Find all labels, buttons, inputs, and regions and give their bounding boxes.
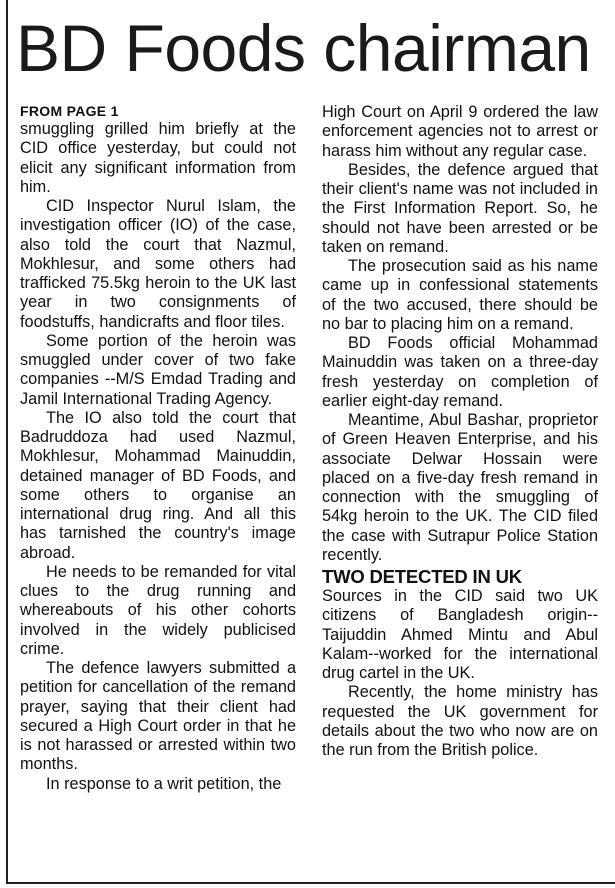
- paragraph: smuggling grilled him briefly at the CID office yesterday, but could not elicit any significant information from him.: [20, 120, 296, 196]
- paragraph: In response to a writ petition, the: [46, 774, 282, 793]
- article-column-right: [322, 103, 598, 760]
- paragraph: BD Foods official Mohammad Mainuddin was taken on a three-day fresh yesterday on completion of earlier eight-day remand.: [322, 334, 598, 410]
- paragraph: CID Inspector Nurul Islam, the investigation officer (IO) of the case, also told the court that Nazmul, Mokhlesur, and some others had trafficked 75.5kg heroin to the UK last year in two consignments of foodstuffs, handicrafts and floor tiles.: [20, 197, 296, 331]
- article-column-left: [20, 103, 296, 794]
- paragraph: Meantime, Abul Bashar, proprietor of Green Heaven Enterprise, and his associate Delwar Hossain were placed on a five-day fresh remand in connection with the smuggling of 54kg heroin to the UK. The CID filed the case with Sutrapur Police Station recently.: [322, 411, 598, 564]
- subheading: TWO DETECTED IN UK: [322, 566, 522, 587]
- paragraph: Besides, the defence argued that their client's name was not included in the First Information Report. So, he should not have been arrested or be taken on remand.: [322, 160, 598, 256]
- paragraph: The IO also told the court that Badruddoza had used Nazmul, Mokhlesur, Mohammad Mainuddin, detained manager of BD Foods, and some others to organise an international drug ring. And all this has tarnished the country's image abroad.: [20, 408, 296, 562]
- paragraph: The prosecution said as his name came up in confessional statements of the two accused, there should be no bar to placing him on a remand.: [322, 257, 598, 333]
- headline: BD Foods chairman: [16, 11, 591, 85]
- paragraph: Sources in the CID said two UK citizens of Bangladesh origin--Taijuddin Ahmed Mintu and Abul Kalam--worked for the international drug cartel in the UK.: [322, 587, 598, 682]
- paragraph: He needs to be remanded for vital clues to the drug running and whereabouts of his other cohorts involved in the widely publicised crime.: [20, 562, 296, 658]
- paragraph: Recently, the home ministry has requested the UK government for details about the two who now are on the run from the British police.: [322, 683, 598, 759]
- left-column-rule: [6, 0, 8, 882]
- bottom-rule: [6, 882, 615, 884]
- paragraph: High Court on April 9 ordered the law enforcement agencies not to arrest or harass him without any regular case.: [322, 103, 598, 160]
- paragraph: The defence lawyers submitted a petition for cancellation of the remand prayer, saying that their client had secured a High Court order in that he is not harassed or arrested within two months.: [20, 659, 296, 774]
- paragraph: Some portion of the heroin was smuggled under cover of two fake companies --M/S Emdad Trading and Jamil International Trading Agency.: [20, 331, 296, 408]
- continuation-label: FROM PAGE 1: [20, 103, 119, 119]
